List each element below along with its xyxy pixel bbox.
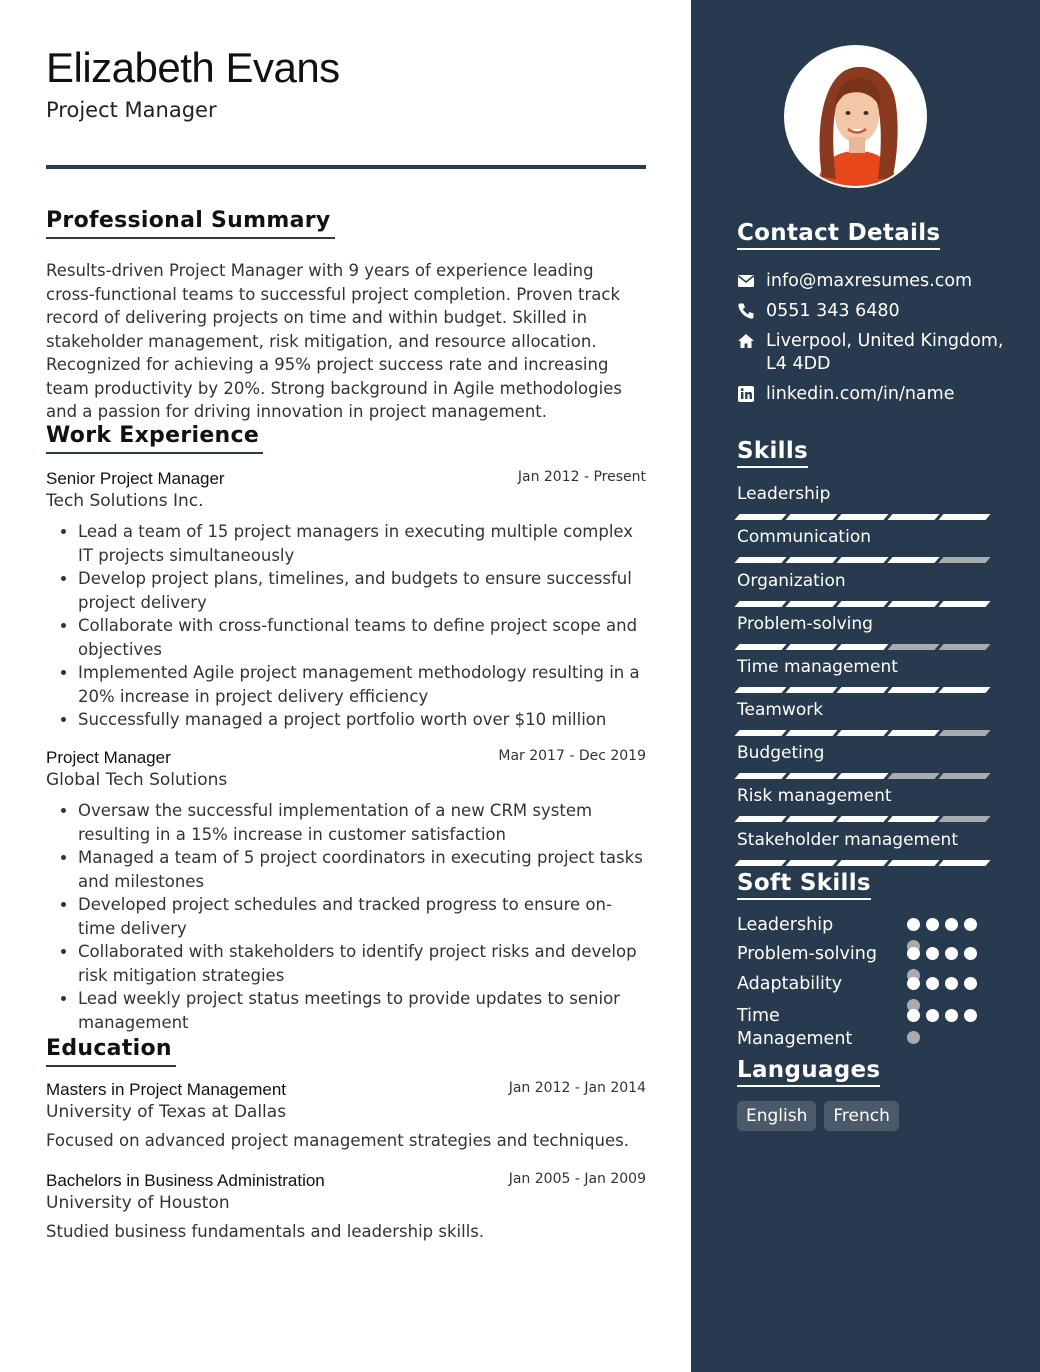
school-name: University of Houston [46,1193,230,1213]
rating-dot-filled [945,977,958,990]
languages-list [737,1101,899,1131]
skill-bar-filled [836,730,888,736]
job-bullet: • Successfully managed a project portfolio worth over $10 million [78,708,646,732]
skill-bar-filled [938,687,990,693]
skill-item [737,700,993,736]
header-divider [46,165,646,169]
soft-skill-name-text: Management [737,1029,853,1049]
skill-bar-filled [785,730,837,736]
job-bullets [46,799,646,1034]
rating-dot-filled [907,918,920,931]
rating-dot-filled [964,977,977,990]
job-bullet: • Collaborate with cross-functional teams to define project scope and objectives [78,614,646,661]
skill-name: Organization [737,571,846,591]
skill-item [737,786,993,822]
skill-bar-filled [734,644,786,650]
skill-bar-filled [734,687,786,693]
job-bullet: • Develop project plans, timelines, and budgets to ensure successful project delivery [78,567,646,614]
summary-text: Results-driven Project Manager with 9 years of experience leading cross-functional teams to successful project completion. Proven track record of delivering projects on time and within budget. Skilled in stakeholder management, risk mitigation, and resource allocation. Recognized for achieving a 95% project success rate and increasing team productivity by 20%. Strong background in Agile methodologies and a passion for driving innovation in project management. [46,261,622,421]
skill-bar-filled [887,601,939,607]
skill-level-bar [737,557,993,563]
rating-dot-filled [926,1009,939,1022]
language-chip: English [737,1101,816,1131]
skill-level-bar [737,860,993,866]
address-line-1: Liverpool, United Kingdom, [766,331,1004,351]
skill-name: Time management [737,657,898,677]
soft-skill-name-text: Adaptability [737,974,843,994]
skill-item [737,743,993,779]
job-bullet: • Lead weekly project status meetings to provide updates to senior management [78,987,646,1034]
soft-skill-name [737,1005,907,1051]
skill-bar-empty [938,557,990,563]
school-name: University of Texas at Dallas [46,1102,287,1122]
job-company: Tech Solutions Inc. [46,491,204,511]
skill-bar-filled [785,644,837,650]
skill-bar-filled [836,860,888,866]
skill-bar-empty [938,773,990,779]
skill-bar-filled [836,687,888,693]
address-text [766,330,1003,376]
job-entry [46,748,646,1034]
job-bullets [46,520,646,732]
skill-name: Risk management [737,786,892,806]
skill-bar-filled [785,816,837,822]
rating-dot-filled [926,947,939,960]
skill-item [737,657,993,693]
job-date: Mar 2017 - Dec 2019 [498,748,646,764]
rating-dot-filled [926,977,939,990]
skill-bar-filled [734,601,786,607]
skill-bar-filled [887,514,939,520]
skill-bar-filled [785,687,837,693]
person-illustration [786,47,927,188]
skill-bar-filled [836,514,888,520]
skill-bar-filled [836,557,888,563]
rating-dot-filled [907,947,920,960]
contact-address [737,330,1007,376]
skill-bar-filled [938,860,990,866]
skill-level-bar [737,644,993,650]
skill-item [737,571,993,607]
degree-title: Masters in Project Management [46,1080,286,1099]
job-bullet: • Developed project schedules and tracked progress to ensure on-time delivery [78,893,646,940]
skill-level-bar [737,773,993,779]
skill-bar-filled [836,816,888,822]
education-description: Focused on advanced project management strategies and techniques. [46,1131,629,1150]
skill-bar-filled [785,773,837,779]
soft-skill-item [737,1005,997,1051]
skill-item [737,830,993,866]
skill-name: Stakeholder management [737,830,958,850]
skill-bar-empty [938,816,990,822]
skill-bar-empty [887,773,939,779]
soft-skill-rating [907,1005,987,1045]
summary-heading: Professional Summary [46,208,335,239]
job-entry [46,469,646,732]
rating-dot-filled [945,947,958,960]
linkedin-icon [737,385,755,403]
skill-bar-filled [734,730,786,736]
skill-bar-filled [785,601,837,607]
languages-heading: Languages [737,1057,880,1087]
skill-bar-filled [887,687,939,693]
skill-bar-empty [938,644,990,650]
rating-dot-filled [926,918,939,931]
job-company: Global Tech Solutions [46,770,228,790]
education-date: Jan 2012 - Jan 2014 [508,1080,646,1096]
candidate-name: Elizabeth Evans [46,44,340,91]
skill-bar-filled [734,514,786,520]
skill-bar-filled [785,557,837,563]
skill-item [737,614,993,650]
experience-heading: Work Experience [46,423,263,454]
skill-name: Problem-solving [737,614,873,634]
skill-name: Leadership [737,484,831,504]
job-bullet: • Oversaw the successful implementation of a new CRM system resulting in a 15% increase in customer satisfaction [78,799,646,846]
contact-linkedin [737,383,1007,406]
skills-heading: Skills [737,438,808,468]
rating-dot-empty [907,1031,920,1044]
soft-skill-name-text: Time [737,1006,780,1026]
education-entry [46,1080,646,1150]
contact-email [737,270,1007,293]
home-icon [737,332,755,350]
skill-name: Budgeting [737,743,825,763]
skill-item [737,484,993,520]
skill-bar-filled [785,860,837,866]
soft-skills-heading: Soft Skills [737,870,871,900]
rating-dot-filled [964,947,977,960]
skill-bar-filled [734,816,786,822]
phone-icon [737,302,755,320]
soft-skill-name-text: Problem-solving [737,944,877,964]
rating-dot-filled [964,918,977,931]
candidate-title: Project Manager [46,98,217,122]
skill-bar-filled [887,860,939,866]
rating-dot-filled [907,1009,920,1022]
phone-text: 0551 343 6480 [766,301,900,321]
rating-dot-filled [945,918,958,931]
job-title: Project Manager [46,748,171,767]
degree-title: Bachelors in Business Administration [46,1171,325,1190]
rating-dot-filled [945,1009,958,1022]
skill-bar-filled [734,773,786,779]
soft-skill-name-text: Leadership [737,915,834,935]
sidebar [691,0,1040,1372]
skill-level-bar [737,687,993,693]
education-heading: Education [46,1036,176,1067]
skill-bar-filled [887,816,939,822]
rating-dot-filled [964,1009,977,1022]
skill-bar-empty [938,730,990,736]
skill-level-bar [737,730,993,736]
contact-phone [737,300,1007,323]
skill-name: Teamwork [737,700,824,720]
skill-bar-empty [887,644,939,650]
skill-bar-filled [836,773,888,779]
job-bullet: • Managed a team of 5 project coordinators in executing project tasks and milestones [78,846,646,893]
skill-level-bar [737,816,993,822]
skill-bar-filled [836,601,888,607]
job-bullet: • Implemented Agile project management methodology resulting in a 20% increase in project delivery efficiency [78,661,646,708]
education-date: Jan 2005 - Jan 2009 [508,1171,646,1187]
rating-dot-filled [907,977,920,990]
job-date: Jan 2012 - Present [517,469,646,485]
skill-bar-filled [938,601,990,607]
skill-bar-filled [734,860,786,866]
skill-level-bar [737,601,993,607]
linkedin-text: linkedin.com/in/name [766,384,955,404]
skill-item [737,527,993,563]
address-line-2: L4 4DD [766,354,831,374]
language-chip: French [824,1101,899,1131]
skill-bar-filled [785,514,837,520]
skill-name: Communication [737,527,871,547]
skill-bar-filled [887,557,939,563]
job-bullet: • Collaborated with stakeholders to identify project risks and develop risk mitigation strategies [78,940,646,987]
contact-heading: Contact Details [737,220,940,250]
education-description: Studied business fundamentals and leadership skills. [46,1222,485,1241]
skill-level-bar [737,514,993,520]
job-title: Senior Project Manager [46,469,225,488]
job-bullet: • Lead a team of 15 project managers in executing multiple complex IT projects simultaneously [78,520,646,567]
profile-photo [784,45,927,188]
skill-bar-filled [887,730,939,736]
skill-bar-filled [734,557,786,563]
envelope-icon [737,272,755,290]
education-entry [46,1171,646,1241]
skill-bar-filled [938,514,990,520]
skill-bar-filled [836,644,888,650]
email-text: info@maxresumes.com [766,271,973,291]
